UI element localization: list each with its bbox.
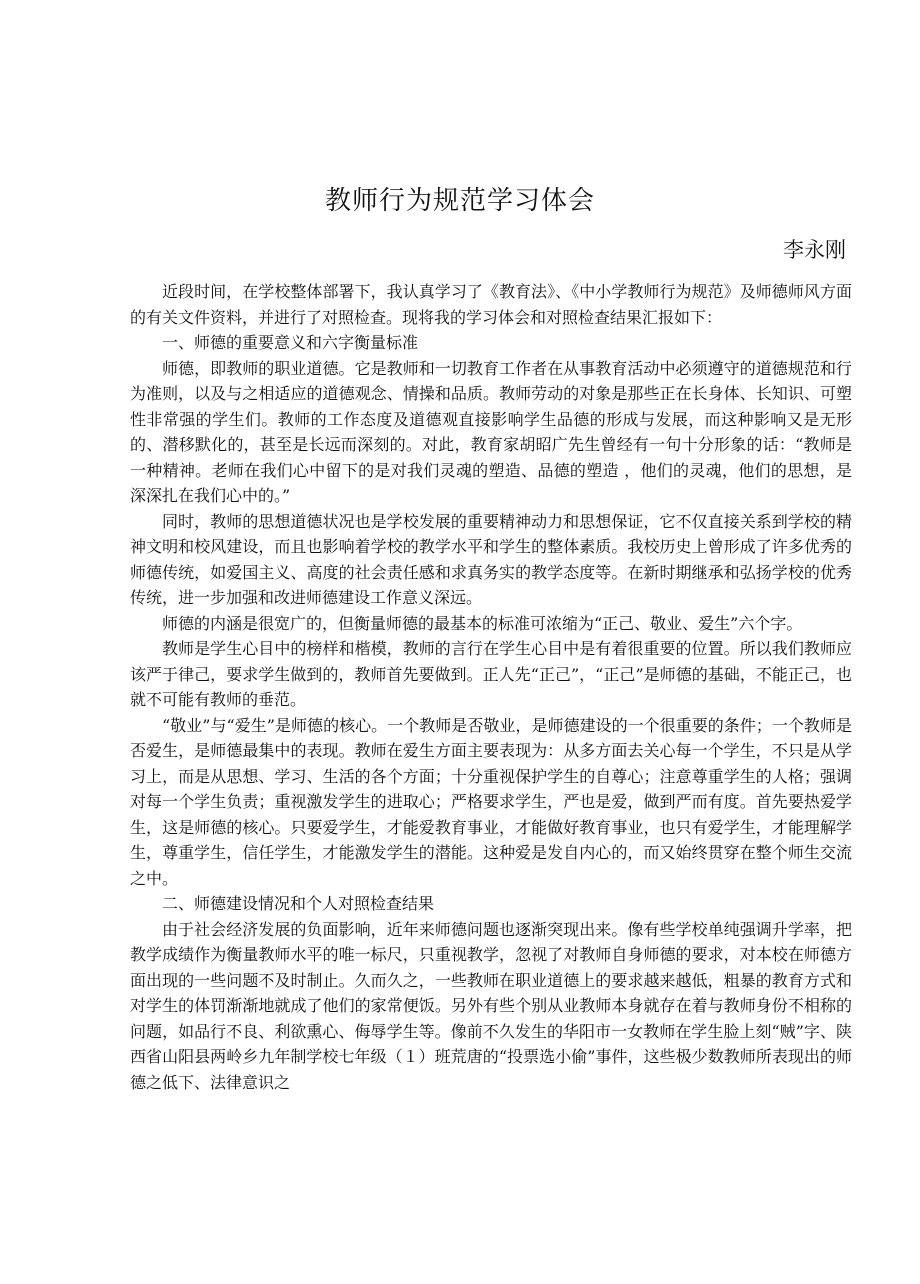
body-paragraph: 师德的内涵是很宽广的，但衡量师德的最基本的标准可浓缩为“正己、敬业、爱生”六个字。 — [162, 613, 803, 633]
body-paragraph: 教师是学生心目中的榜样和楷模，教师的言行在学生心目中是有着很重要的位置。所以我们教师应该严于律己，要求学生做到的，教师首先要做到。正人先“正己”，“正己”是师德的基础，不能正己，也就不可能有教师的垂范。 — [130, 639, 852, 709]
intro-paragraph: 近段时间，在学校整体部署下，我认真学习了《教育法》、《中小学教师行为规范》及师德师风方面的有关文件资料，并进行了对照检查。现将我的学习体会和对照检查结果汇报如下： — [130, 282, 852, 327]
document-author: 李永刚 — [783, 238, 846, 262]
body-paragraph: 师德，即教师的职业道德。它是教师和一切教育工作者在从事教育活动中必须遵守的道德规范和行为准则，以及与之相适应的道德观念、情操和品质。教师劳动的对象是那些正在长身体、长知识、可塑性非常强的学生们。教师的工作态度及道德观直接影响学生品德的形成与发展，而这种影响又是无形的、潜移默化的，甚至是长远而深刻的。对此，教育家胡昭广先生曾经有一句十分形象的话：“教师是一种精神。老师在我们心中留下的是对我们灵魂的塑造、品德的塑造 ，他们的灵魂，他们的思想，是深深扎在我们心中的。” — [130, 358, 852, 505]
document-body — [130, 279, 852, 1095]
section-heading-1: 一、师德的重要意义和六字衡量标准 — [162, 333, 419, 352]
body-paragraph: 同时，教师的思想道德状况也是学校发展的重要精神动力和思想保证，它不仅直接关系到学校的精神文明和校风建设，而且也影响着学校的教学水平和学生的整体素质。我校历史上曾形成了许多优秀的师德传统，如爱国主义、高度的社会责任感和求真务实的教学态度等。在新时期继承和弘扬学校的优秀传统，进一步加强和改进师德建设工作意义深远。 — [130, 511, 852, 607]
body-paragraph: “敬业”与“爱生”是师德的核心。一个教师是否敬业，是师德建设的一个很重要的条件；一个教师是否爱生，是师德最集中的表现。教师在爱生方面主要表现为：从多方面去关心每一个学生，不只是从学习上，而是从思想、学习、生活的各个方面；十分重视保护学生的自尊心；注意尊重学生的人格；强调对每一个学生负责；重视激发学生的进取心；严格要求学生，严也是爱，做到严而有度。首先要热爱学生，这是师德的核心。只要爱学生，才能爱教育事业，才能做好教育事业，也只有爱学生，才能理解学生，尊重学生，信任学生，才能激发学生的潜能。这种爱是发自内心的，而又始终贯穿在整个师生交流之中。 — [130, 715, 852, 888]
body-paragraph: 由于社会经济发展的负面影响，近年来师德问题也逐渐突现出来。像有些学校单纯强调升学率，把教学成绩作为衡量教师水平的唯一标尺，只重视教学，忽视了对教师自身师德的要求，对本校在师德方面出现的一些问题不及时制止。久而久之，一些教师在职业道德上的要求越来越低，粗暴的教育方式和对学生的体罚渐渐地就成了他们的家常便饭。另外有些个别从业教师本身就存在着与教师身份不相称的问题，如品行不良、利欲熏心、侮辱学生等。像前不久发生的华阳市一女教师在学生脸上刻“贼”字、陕西省山阳县两岭乡九年制学校七年级（１）班荒唐的“投票选小偷”事件，这些极少数教师所表现出的师德之低下、法律意识之 — [130, 919, 852, 1092]
section-heading-2: 二、师德建设情况和个人对照检查结果 — [162, 894, 435, 913]
document-title: 教师行为规范学习体会 — [324, 186, 595, 216]
